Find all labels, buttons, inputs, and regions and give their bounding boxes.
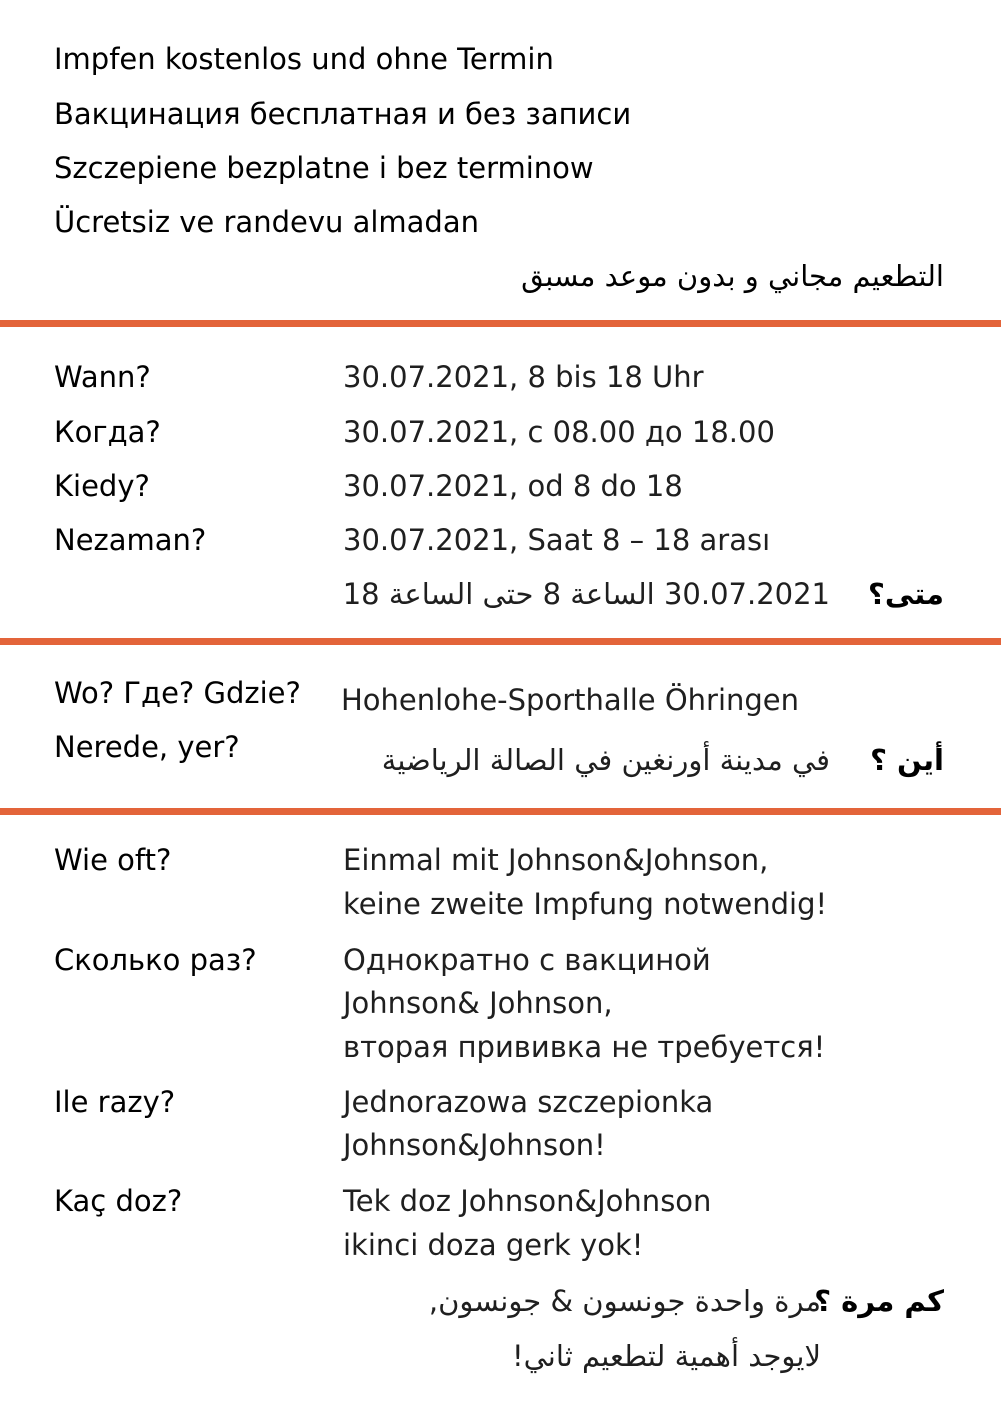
howoften-tr-line-1: Tek doz Johnson&Johnson	[343, 1184, 712, 1218]
when-label-tr: Nezaman?	[54, 523, 207, 557]
header-russian: Вакцинация бесплатная и без записи	[54, 97, 632, 131]
divider-3	[0, 808, 1001, 815]
howoften-de-line-1: Einmal mit Johnson&Johnson,	[343, 843, 769, 877]
howoften-label-tr: Kaç doz?	[54, 1184, 183, 1218]
howoften-pl-line-2: Johnson&Johnson!	[343, 1128, 606, 1162]
when-label-ru: Когда?	[54, 415, 161, 449]
divider-1	[0, 320, 1001, 327]
howoften-ru-line-1: Однократно с вакциной	[343, 943, 711, 977]
when-label-de: Wann?	[54, 360, 151, 394]
howoften-ru-line-3: вторая прививка не требуется!	[343, 1030, 826, 1064]
howoften-ar-line-2: لايوجد أهمية لتطعيم ثاني!	[511, 1339, 821, 1373]
howoften-pl-line-1: Jednorazowa szczepionka	[343, 1085, 714, 1119]
howoften-label-de: Wie oft?	[54, 843, 172, 877]
when-value-de: 30.07.2021, 8 bis 18 Uhr	[343, 360, 704, 394]
header-german: Impfen kostenlos und ohne Termin	[54, 42, 554, 76]
howoften-ru-line-2: Johnson& Johnson,	[343, 986, 613, 1020]
when-label-pl: Kiedy?	[54, 469, 150, 503]
howoften-label-ru: Сколько раз?	[54, 943, 257, 977]
where-label-1: Wo? Где? Gdzie?	[54, 676, 301, 710]
when-value-ar: 30.07.2021 الساعة 8 حتى الساعة 18	[342, 577, 830, 611]
howoften-label-pl: Ile razy?	[54, 1085, 176, 1119]
where-value: Hohenlohe-Sporthalle Öhringen	[341, 683, 800, 717]
when-value-tr: 30.07.2021, Saat 8 – 18 arası	[343, 523, 771, 557]
howoften-label-ar: كم مرة ؟	[814, 1284, 944, 1318]
header-polish: Szczepiene bezplatne i bez terminow	[54, 151, 594, 185]
when-value-pl: 30.07.2021, od 8 do 18	[343, 469, 683, 503]
where-value-ar: في مدينة أورنغين في الصالة الرياضية	[381, 743, 830, 777]
divider-2	[0, 638, 1001, 645]
howoften-de-line-2: keine zweite Impfung notwendig!	[343, 887, 828, 921]
header-turkish: Ücretsiz ve randevu almadan	[54, 205, 479, 239]
where-label-2: Nerede, yer?	[54, 730, 240, 764]
header-arabic: التطعيم مجاني و بدون موعد مسبق	[521, 259, 944, 293]
howoften-tr-line-2: ikinci doza gerk yok!	[343, 1228, 644, 1262]
when-label-ar: متى؟	[868, 577, 944, 611]
where-label-ar: أين ؟	[870, 743, 944, 777]
when-value-ru: 30.07.2021, с 08.00 до 18.00	[343, 415, 775, 449]
howoften-ar-line-1: مرة واحدة جونسون & جونسون,	[428, 1284, 821, 1318]
